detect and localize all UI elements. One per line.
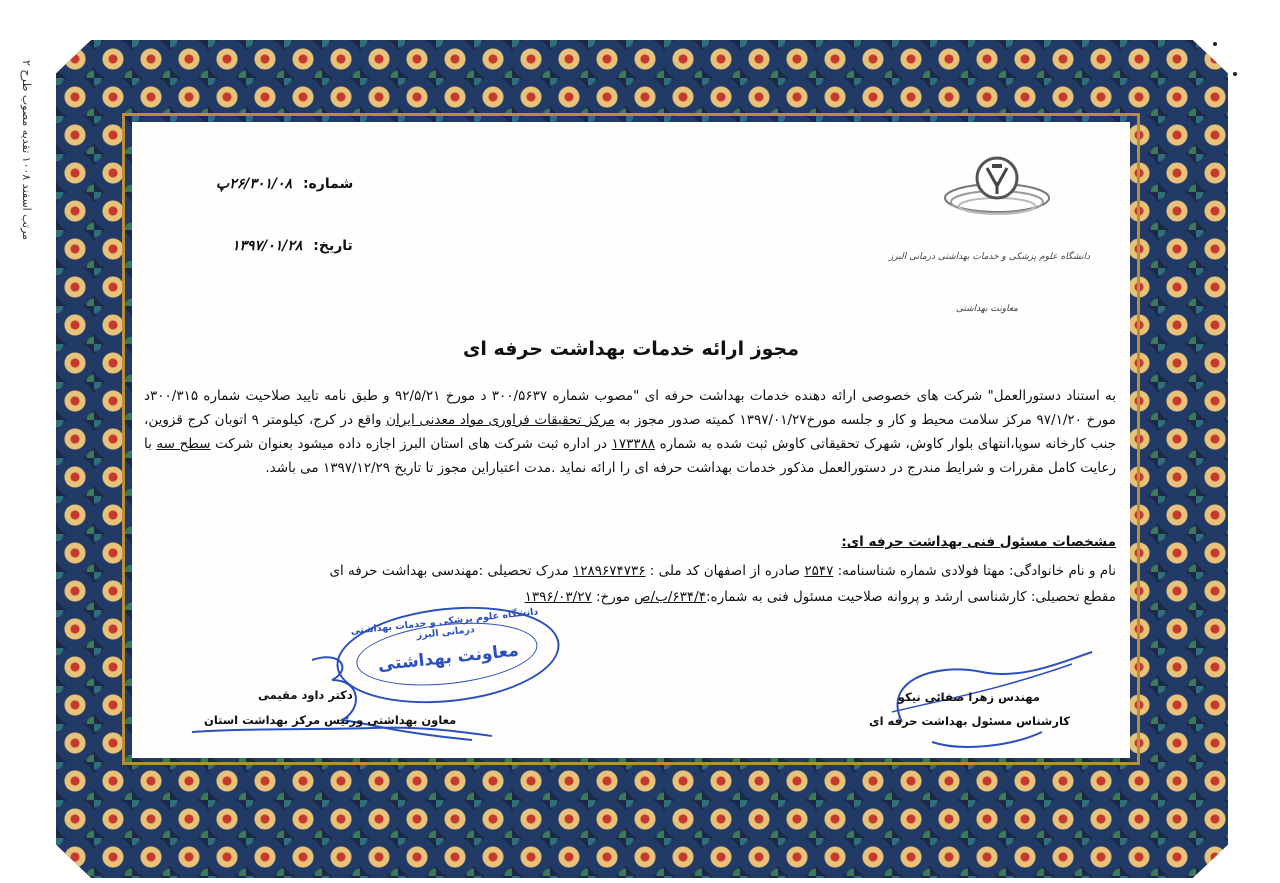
responsible-line-1: [144, 563, 1116, 579]
date-label: تاریخ:: [313, 238, 353, 254]
license-date: ۱۳۹۶/۰۳/۲۷: [524, 589, 592, 605]
right-signer-name: مهندس زهرا صفائی نیکو: [897, 690, 1040, 704]
body-part-4: با رعایت کامل مقررات و شرایط مندرج در دستورالعمل مذکور خدمات بهداشت حرفه ای را ارائه نماید .مدت اعتباراین مجوز تا تاریخ ۱۳۹۷/۱۲/۲۹ می باشد.: [144, 436, 1116, 476]
letter-date: [232, 238, 353, 254]
left-signer-name: دکتر داود مقیمی: [258, 688, 353, 702]
license-number: ۶۳۴/۴/ب/ص: [634, 589, 706, 605]
responsible-line-2: [144, 589, 1116, 605]
deputy-caption: معاونت بهداشتی: [955, 304, 1018, 314]
corner-dot: [1233, 72, 1237, 76]
number-value: ۲۶/۳۰۱/۰۸پ: [216, 176, 293, 192]
line2-b: مورخ:: [591, 589, 635, 605]
company-name: مرکز تحقیقات فراوری مواد معدنی ایران: [386, 412, 615, 428]
registration-number: ۱۷۳۳۸۸: [611, 436, 656, 452]
line2-a: مقطع تحصیلی: کارشناسی ارشد و پروانه صلاحیت مسئول فنی به شماره:: [705, 589, 1116, 605]
university-logo-icon: [942, 152, 1052, 224]
number-label: شماره:: [302, 176, 354, 192]
line1-c: مدرک تحصیلی :مهندسی بهداشت حرفه ای: [329, 563, 573, 579]
certificate-paper: [132, 122, 1130, 758]
body-part-1: به استناد دستورالعمل" شرکت های خصوصی ارائه دهنده خدمات بهداشت حرفه ای "مصوب شماره ۳۰۰/۵۶۳۷ د مورخ ۹۲/۵/۲۱ و طبق نامه تایید صلاحیت شماره ۳۰۰/۳۱۵د مورخ ۹۷/۱/۲۰ مرکز سلامت محیط و کار و جلسه مورخ۱۳۹۷/۰۱/۲۷ کمیته صدور مجوز به: [144, 388, 1117, 428]
id-number: ۲۵۴۷: [804, 563, 834, 579]
certificate-title: مجوز ارائه خدمات بهداشت حرفه ای: [462, 338, 800, 360]
letter-number: [216, 176, 353, 192]
university-caption: دانشگاه علوم پزشکی و خدمات بهداشتی درمانی البرز: [888, 252, 1090, 262]
line1-a: نام و نام خانوادگی: مهتا فولادی شماره شناسنامه:: [833, 563, 1116, 579]
body-part-2: واقع در کرج، کیلومتر ۹ اتوبان کرج قزوین، جنب کارخانه سوپا،انتهای بلوار کاوش، شهرک تحقیقاتی کاوش ثبت شده به شماره: [144, 412, 1116, 452]
side-note: ۲ مرتب اسفند ۱۰۰۸ تقدیه مصوب طرح: [20, 60, 33, 241]
right-signer-title: کارشناس مسئول بهداشت حرفه ای: [869, 714, 1070, 728]
national-code: ۱۲۸۹۶۷۴۷۳۶: [573, 563, 646, 579]
company-level: سطح سه: [156, 436, 211, 452]
left-signer-title: معاون بهداشتی ورئیس مرکز بهداشت استان: [204, 713, 457, 727]
body-part-3: در اداره ثبت شرکت های استان البرز اجازه داده میشود بعنوان شرکت: [210, 436, 612, 452]
stamp-top-text: دانشگاه علوم پزشکی و خدمات بهداشتی درمانی البرز: [350, 606, 539, 642]
responsible-heading: مشخصات مسئول فنی بهداشت حرفه ای:: [841, 534, 1116, 550]
certificate-body: [144, 384, 1116, 480]
stamp-main-text: معاونت بهداشتی: [376, 640, 520, 676]
date-value: ۱۳۹۷/۰۱/۲۸: [232, 238, 303, 254]
line1-b: صادره از اصفهان کد ملی :: [645, 563, 805, 579]
corner-dot: [1213, 42, 1217, 46]
